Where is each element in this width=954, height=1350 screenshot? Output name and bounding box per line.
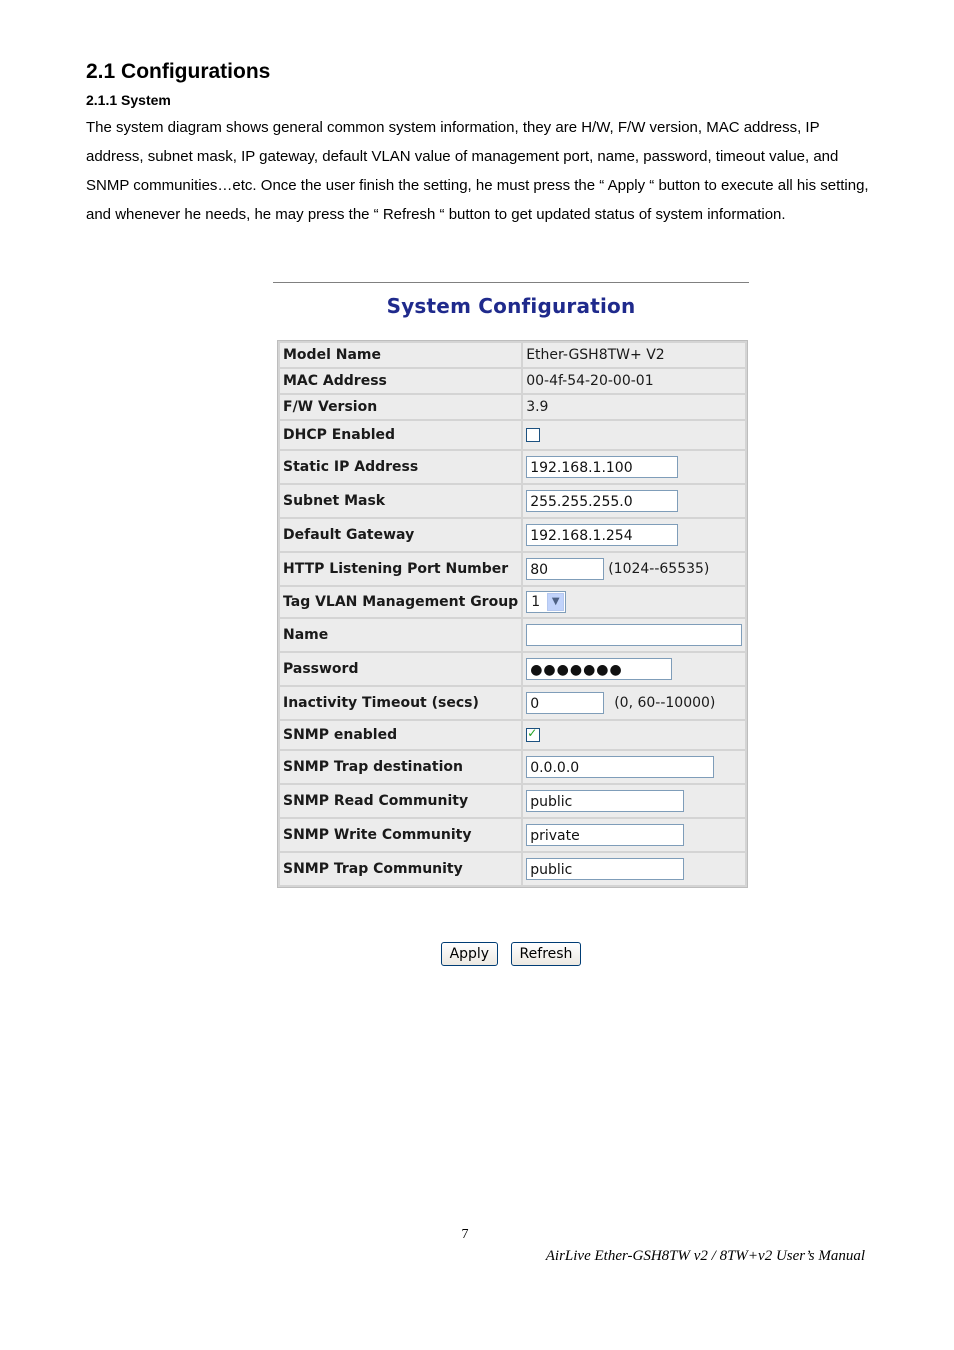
row-mac-address	[280, 369, 745, 393]
dhcp-enabled-label: DHCP Enabled	[280, 421, 521, 449]
chevron-down-icon[interactable]: ▼	[547, 593, 564, 611]
inactivity-timeout-label: Inactivity Timeout (secs)	[280, 687, 521, 719]
model-name-value: Ether-GSH8TW+ V2	[523, 343, 745, 367]
fw-version-value: 3.9	[523, 395, 745, 419]
snmp-read-community-label: SNMP Read Community	[280, 785, 521, 817]
row-snmp-trap-destination	[280, 751, 745, 783]
http-port-input[interactable]: 80	[526, 558, 604, 580]
page-number: 7	[461, 1227, 469, 1242]
row-inactivity-timeout	[280, 687, 745, 719]
default-gateway-input[interactable]: 192.168.1.254	[526, 524, 678, 546]
row-tag-vlan	[280, 587, 745, 617]
document-body	[86, 58, 876, 229]
row-fw-version	[280, 395, 745, 419]
snmp-trap-community-input[interactable]: public	[526, 858, 684, 880]
panel-top-rule	[273, 282, 749, 283]
snmp-write-community-label: SNMP Write Community	[280, 819, 521, 851]
password-label: Password	[280, 653, 521, 685]
snmp-write-community-input[interactable]: private	[526, 824, 684, 846]
tag-vlan-select[interactable]	[526, 591, 566, 613]
row-snmp-trap-community	[280, 853, 745, 885]
row-password	[280, 653, 745, 685]
static-ip-input[interactable]: 192.168.1.100	[526, 456, 678, 478]
config-table	[277, 340, 748, 888]
http-port-label: HTTP Listening Port Number	[280, 553, 521, 585]
panel-title: System Configuration	[386, 294, 636, 318]
checkmark-icon: ✓	[527, 726, 538, 740]
subsection-heading: 2.1.1 System	[86, 92, 171, 108]
inactivity-timeout-hint: (0, 60--10000)	[614, 695, 716, 711]
inactivity-timeout-input[interactable]: 0	[526, 692, 604, 714]
row-static-ip	[280, 451, 745, 483]
row-http-port	[280, 553, 745, 585]
snmp-trap-destination-label: SNMP Trap destination	[280, 751, 521, 783]
apply-button[interactable]: Apply	[441, 942, 499, 966]
description-paragraph: The system diagram shows general common system information, they are H/W, F/W version, MAC address, IP address, subnet mask, IP gateway, default VLAN value of management port, name, password, timeout value, and SNMP communities…etc. Once the user finish the setting, he must press the “ Apply “ button to execute all his setting, and whenever he needs, he may press the “ Refresh “ button to get updated status of system information.	[86, 119, 869, 223]
fw-version-label: F/W Version	[280, 395, 521, 419]
http-port-hint: (1024--65535)	[608, 561, 710, 577]
tag-vlan-selected-value: 1	[531, 594, 541, 610]
tag-vlan-label: Tag VLAN Management Group	[280, 587, 521, 617]
model-name-label: Model Name	[280, 343, 521, 367]
section-heading: 2.1 Configurations	[86, 60, 271, 83]
refresh-button[interactable]: Refresh	[511, 942, 582, 966]
mac-address-value: 00-4f-54-20-00-01	[523, 369, 745, 393]
snmp-read-community-input[interactable]: public	[526, 790, 684, 812]
mac-address-label: MAC Address	[280, 369, 521, 393]
system-configuration-panel	[273, 282, 749, 976]
snmp-trap-destination-input[interactable]: 0.0.0.0	[526, 756, 714, 778]
static-ip-label: Static IP Address	[280, 451, 521, 483]
button-row	[273, 942, 749, 966]
snmp-enabled-label: SNMP enabled	[280, 721, 521, 749]
row-model-name	[280, 343, 745, 367]
dhcp-enabled-checkbox[interactable]	[526, 428, 540, 442]
row-dhcp-enabled	[280, 421, 745, 449]
snmp-enabled-checkbox[interactable]	[526, 728, 540, 742]
manual-footer: AirLive Ether-GSH8TW v2 / 8TW+v2 User’s Manual	[545, 1248, 865, 1264]
row-name	[280, 619, 745, 651]
row-snmp-read-community	[280, 785, 745, 817]
snmp-trap-community-label: SNMP Trap Community	[280, 853, 521, 885]
row-subnet-mask	[280, 485, 745, 517]
default-gateway-label: Default Gateway	[280, 519, 521, 551]
row-default-gateway	[280, 519, 745, 551]
password-input[interactable]: ●●●●●●●	[526, 658, 672, 680]
subnet-mask-label: Subnet Mask	[280, 485, 521, 517]
name-input[interactable]	[526, 624, 742, 646]
subnet-mask-input[interactable]: 255.255.255.0	[526, 490, 678, 512]
row-snmp-enabled	[280, 721, 745, 749]
row-snmp-write-community	[280, 819, 745, 851]
name-label: Name	[280, 619, 521, 651]
